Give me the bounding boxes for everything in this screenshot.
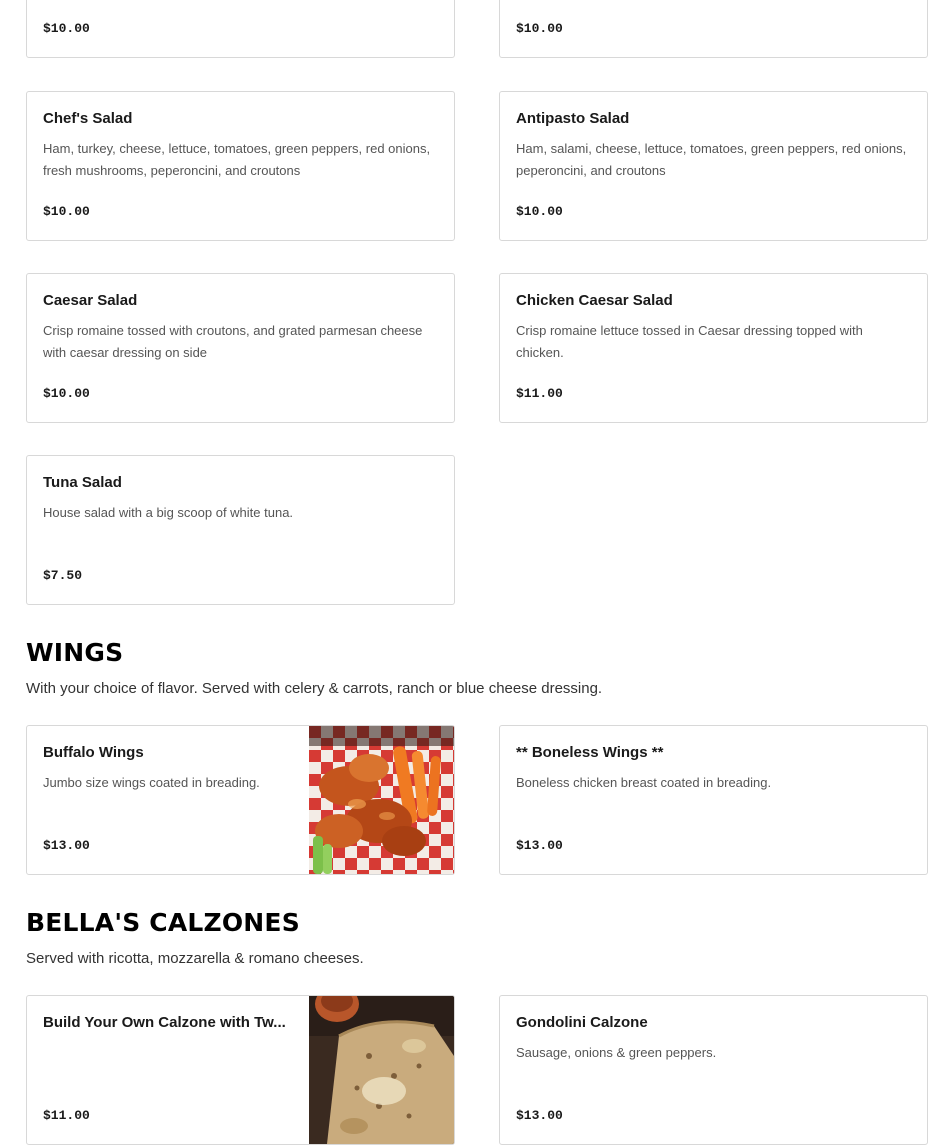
section-title-calzones: BELLA'S CALZONES: [26, 908, 300, 937]
item-description: Crisp romaine lettuce tossed in Caesar dressing topped with chicken.: [516, 323, 863, 360]
menu-item-card[interactable]: [499, 91, 928, 241]
menu-item-card[interactable]: [26, 273, 455, 423]
item-name: Caesar Salad: [43, 292, 138, 309]
item-price: $11.00: [43, 1108, 90, 1123]
item-name: Gondolini Calzone: [516, 1014, 648, 1031]
item-name: Build Your Own Calzone with Tw...: [43, 1014, 286, 1031]
item-name: Antipasto Salad: [516, 110, 630, 127]
menu-item-card[interactable]: [499, 0, 928, 58]
menu-item-card[interactable]: [26, 0, 455, 58]
item-description: Jumbo size wings coated in breading.: [43, 775, 260, 790]
item-description: Crisp romaine tossed with croutons, and grated parmesan cheese with caesar dressing on side: [43, 323, 423, 360]
item-name: Tuna Salad: [43, 474, 122, 491]
menu-item-card[interactable]: [499, 273, 928, 423]
item-name: Chef's Salad: [43, 110, 133, 127]
item-price: $10.00: [516, 21, 563, 36]
menu-item-card[interactable]: [26, 91, 455, 241]
menu-item-card[interactable]: [26, 725, 455, 875]
item-price: $11.00: [516, 386, 563, 401]
section-description-wings: With your choice of flavor. Served with celery & carrots, ranch or blue cheese dressing.: [26, 680, 603, 697]
item-description: Sausage, onions & green peppers.: [516, 1045, 717, 1060]
menu-item-card[interactable]: [499, 725, 928, 875]
item-price: $13.00: [43, 838, 90, 853]
item-price: $10.00: [43, 386, 90, 401]
item-name: Chicken Caesar Salad: [516, 292, 673, 309]
item-price: $10.00: [516, 204, 563, 219]
section-description-calzones: Served with ricotta, mozzarella & romano cheeses.: [26, 950, 364, 967]
calzone-photo: [309, 996, 454, 1144]
item-price: $10.00: [43, 21, 90, 36]
item-price: $13.00: [516, 1108, 563, 1123]
item-description: Ham, salami, cheese, lettuce, tomatoes, green peppers, red onions, peperoncini, and croutons: [516, 141, 907, 178]
item-description: Ham, turkey, cheese, lettuce, tomatoes, green peppers, red onions, fresh mushrooms, peperoncini, and croutons: [43, 141, 431, 178]
item-price: $10.00: [43, 204, 90, 219]
menu-item-card[interactable]: [499, 995, 928, 1145]
item-description: House salad with a big scoop of white tuna.: [43, 505, 294, 520]
menu-item-card[interactable]: [26, 995, 455, 1145]
buffalo-wings-photo: [309, 726, 454, 874]
menu-item-card[interactable]: [26, 455, 455, 605]
item-name: ** Boneless Wings **: [516, 744, 664, 761]
item-price: $7.50: [43, 568, 83, 583]
section-title-wings: WINGS: [26, 638, 124, 667]
item-name: Buffalo Wings: [43, 744, 144, 761]
item-price: $13.00: [516, 838, 563, 853]
item-description: Boneless chicken breast coated in breading.: [516, 775, 772, 790]
